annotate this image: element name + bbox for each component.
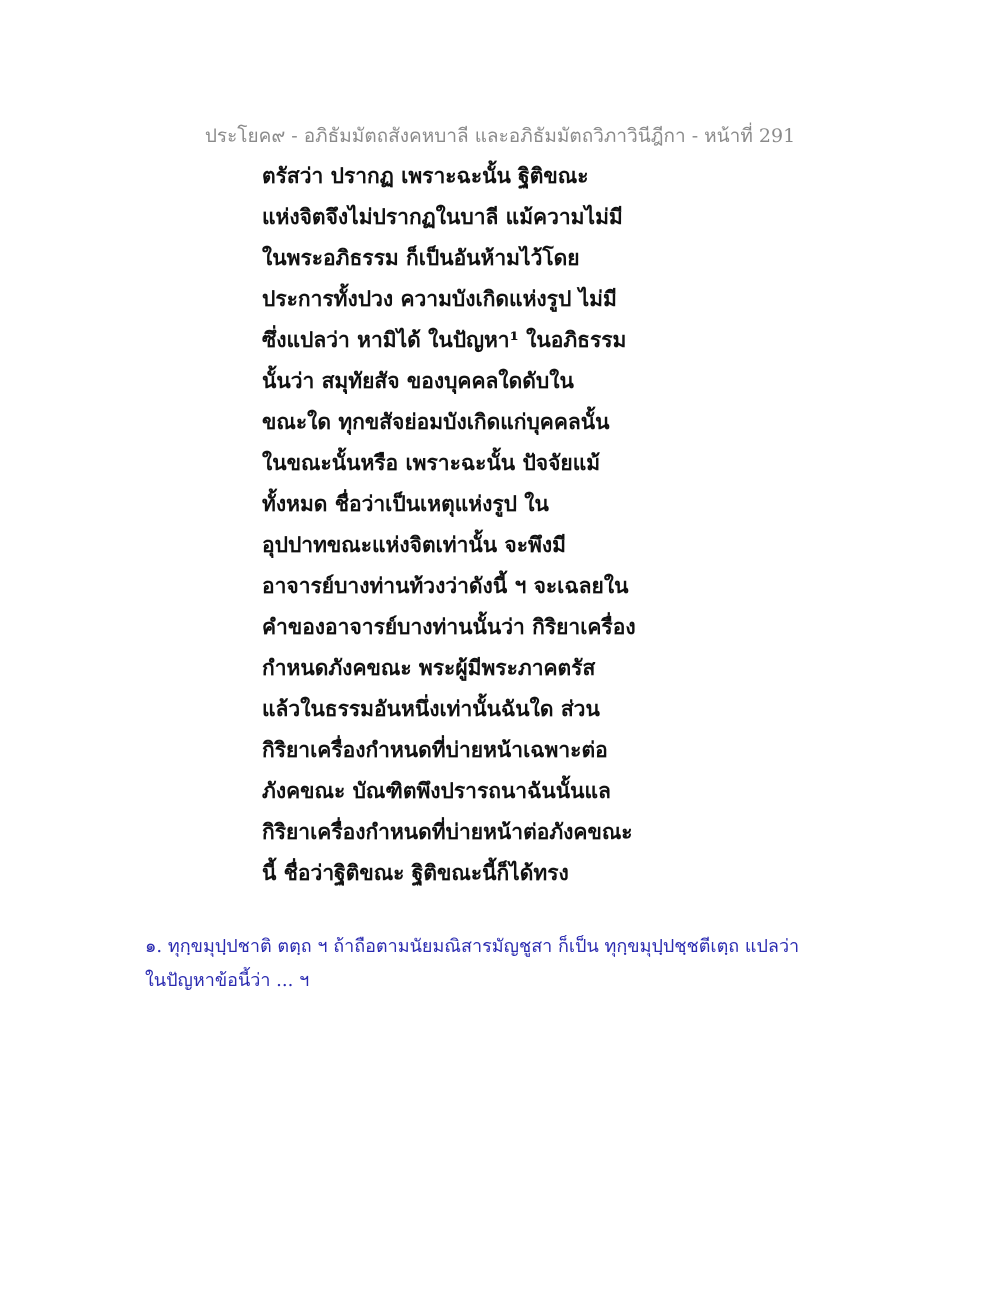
body-line: นั้นว่า สมุทัยสัจ ของบุคคลใดดับใน (262, 368, 574, 393)
body-line: ภังคขณะ บัณฑิตพึงปรารถนาฉันนั้นแล (262, 778, 611, 803)
footnote (145, 930, 845, 998)
body-line: กิริยาเครื่องกำหนดที่บ่ายหน้าเฉพาะต่อ (262, 737, 608, 762)
body-line: ประการทั้งปวง ความบังเกิดแห่งรูป ไม่มี (262, 286, 617, 311)
body-line: อาจารย์บางท่านท้วงว่าดังนี้ ฯ จะเฉลยใน (262, 573, 629, 598)
body-line: อุปปาทขณะแห่งจิตเท่านั้น จะพึงมี (262, 532, 566, 557)
body-line: ในพระอภิธรรม ก็เป็นอันห้ามไว้โดย (262, 245, 580, 270)
body-line: คำของอาจารย์บางท่านนั้นว่า กิริยาเครื่อง (262, 614, 636, 639)
body-line: ตรัสว่า ปรากฏ เพราะฉะนั้น ฐิติขณะ (262, 163, 589, 188)
body-line: แล้วในธรรมอันหนึ่งเท่านั้นฉันใด ส่วน (262, 696, 600, 721)
footnote-line: ในปัญหาข้อนี้ว่า ... ฯ (145, 970, 310, 991)
body-line: ขณะใด ทุกขสัจย่อมบังเกิดแก่บุคคลนั้น (262, 409, 610, 434)
body-line: นี้ ชื่อว่าฐิติขณะ ฐิติขณะนี้ก็ได้ทรง (262, 860, 569, 885)
body-line: ซึ่งแปลว่า หามิได้ ในปัญหา¹ ในอภิธรรม (262, 327, 627, 352)
body-line: กิริยาเครื่องกำหนดที่บ่ายหน้าต่อภังคขณะ (262, 819, 633, 844)
body-text (262, 155, 822, 893)
body-line: ในขณะนั้นหรือ เพราะฉะนั้น ปัจจัยแม้ (262, 450, 601, 475)
body-line: กำหนดภังคขณะ พระผู้มีพระภาคตรัส (262, 655, 596, 680)
footnote-line: ๑. ทุกฺขมุปฺปชาติ ตตฺถ ฯ ถ้าถือตามนัยมณิสารมัญชูสา ก็เป็น ทุกฺขมุปฺปชฺชตีเตฺถ แปลว่า (145, 936, 800, 957)
body-line: แห่งจิตจึงไม่ปรากฏในบาลี แม้ความไม่มี (262, 204, 623, 229)
body-line: ทั้งหมด ชื่อว่าเป็นเหตุแห่งรูป ใน (262, 491, 549, 516)
page-header: ประโยค๙ - อภิธัมมัตถสังคหบาลี และอภิธัมมัตถวิภาวินีฎีกา - หน้าที่ 291 (204, 125, 796, 147)
